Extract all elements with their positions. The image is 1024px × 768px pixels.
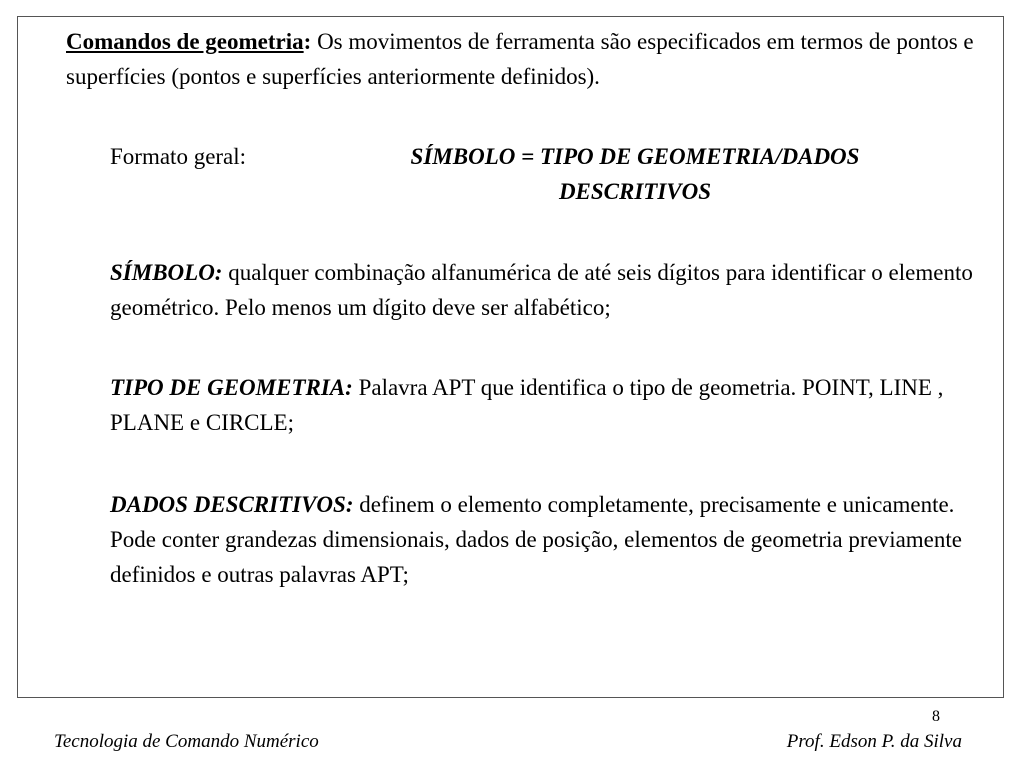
definition-key: TIPO DE GEOMETRIA: <box>110 375 353 400</box>
intro-paragraph <box>66 24 986 94</box>
definition-dados-descritivos <box>110 487 1000 592</box>
definition-simbolo <box>110 255 1000 325</box>
format-label: Formato geral: <box>110 144 247 169</box>
definition-text: definem o elemento completamente, precisamente e unicamente. Pode conter grandezas dimensionais, dados de posição, elementos de geometria previamente definidos e outras palavras APT; <box>110 492 962 587</box>
definition-text: qualquer combinação alfanumérica de até seis dígitos para identificar o elemento geométrico. Pelo menos um dígito deve ser alfabético; <box>110 260 973 320</box>
definition-key: DADOS DESCRITIVOS: <box>110 492 354 517</box>
definition-tipo-geometria <box>110 370 1000 440</box>
footer-author: Prof. Edson P. da Silva <box>786 731 962 752</box>
definition-key: SÍMBOLO: <box>110 260 223 285</box>
footer-course-title: Tecnologia de Comando Numérico <box>54 731 319 752</box>
intro-text: Os movimentos de ferramenta são especificados em termos de pontos e superfícies (pontos e superfícies anteriormente definidos). <box>66 29 974 89</box>
format-value: SÍMBOLO = TIPO DE GEOMETRIA/DADOS DESCRITIVOS <box>410 144 860 204</box>
slide-frame <box>17 16 1004 698</box>
intro-term: Comandos de geometria <box>66 29 304 54</box>
page-number: 8 <box>932 708 940 725</box>
intro-colon: : <box>303 29 312 54</box>
definition-text: Palavra APT que identifica o tipo de geometria. POINT, LINE , PLANE e CIRCLE; <box>110 375 944 435</box>
